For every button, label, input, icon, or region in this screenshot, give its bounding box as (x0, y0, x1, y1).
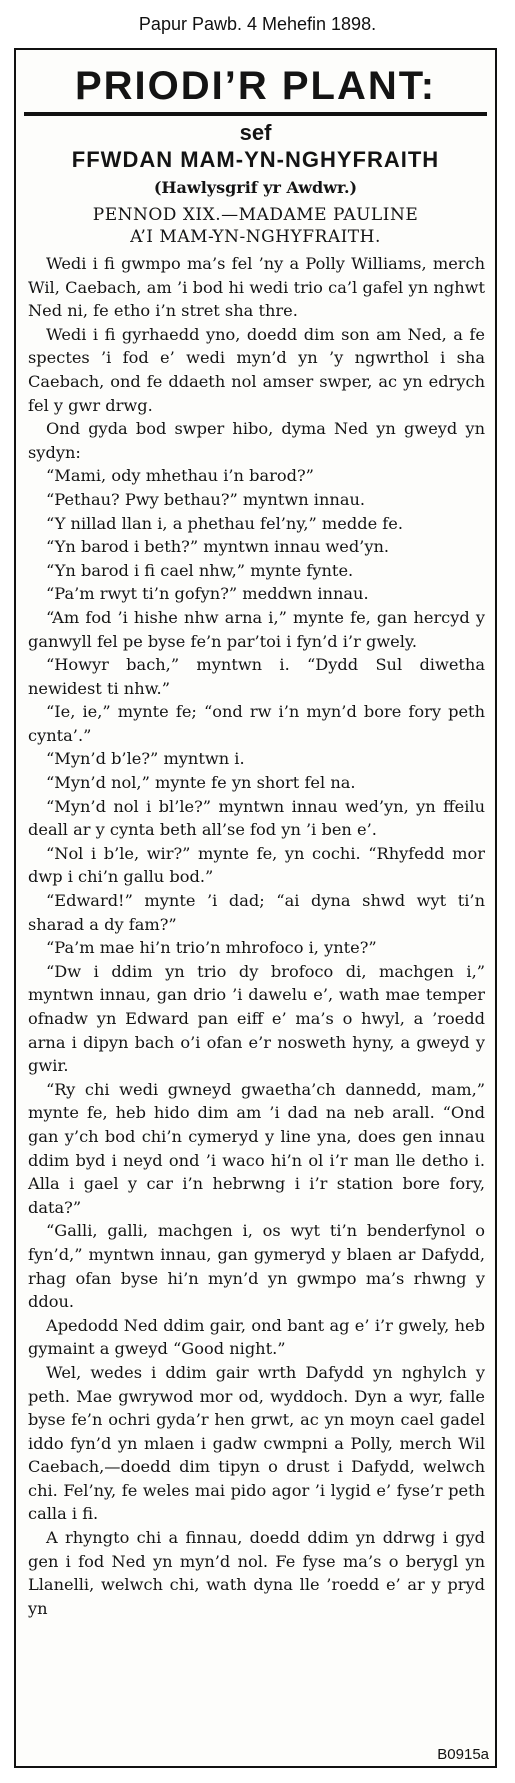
paragraph: “Yn barod i fi cael nhw,” mynte fynte. (46, 560, 354, 580)
paragraph: “Am fod ’i hishe nhw arna i,” mynte fe, gan hercyd y ganwyll fel pe byse fe’n par’toi i fyn’d i’r gwely. (28, 607, 485, 651)
title-connector: sef (239, 120, 272, 145)
chapter-heading-line-2: A’I MAM-YN-NGHYFRAITH. (130, 227, 381, 247)
paragraph: Ond gyda bod swper hibo, dyma Ned yn gweyd yn sydyn: (28, 419, 485, 462)
chapter-heading (24, 204, 487, 248)
paragraph: Wedi i fi gyrhaedd yno, doedd dim son am Ned, a fe spectes ’i fod e’ wedi myn’d yn ’y ngwrthol i sha Caebach, ond fe ddaeth nol amser swper, ac yn edrych fel y gwr drwg. (28, 324, 485, 415)
paragraph: “Edward!” mynte ’i dad; “ai dyna shwd wyt ti’n sharad a dy fam?” (28, 891, 485, 934)
article-title: PRIODI’R PLANT: (74, 64, 437, 108)
paragraph: Apedodd Ned ddim gair, ond bant ag e’ i’r gwely, heb gymaint a gweyd “Good night.” (28, 1315, 485, 1359)
title-rule (24, 112, 487, 116)
article-body (28, 252, 485, 1620)
paragraph: “Mami, ody mhethau i’n barod?” (46, 466, 314, 486)
paragraph: “Nol i b’le, wir?” mynte fe, yn cochi. “Rhyfedd mor dwp i chi’n gallu bod.” (28, 843, 485, 887)
paragraph: Wel, wedes i ddim gair wrth Dafydd yn nghylch y peth. Mae gwrywod mor od, wyddoch. Dyn a wyr, falle byse fe’n ochri gyda’r hen grwt, ac yn moyn cael gadel iddo fyn’d yn mlaen i gadw cwmpni a Polly, merch Wil Caebach,—doedd dim tipyn o drust i Dafydd, welwch chi. Fel’ny, fe weles mai pido agor ’i lygid e’ fyse’r peth calla i fi. (28, 1362, 485, 1524)
paragraph: “Myn’d nol,” mynte fe yn short fel na. (46, 773, 356, 793)
paragraph: “Myn’d b’le?” myntwn i. (46, 749, 245, 769)
paragraph: “Y nillad llan i, a phethau fel’ny,” medde fe. (46, 513, 404, 533)
newspaper-clipping (14, 48, 497, 1768)
paragraph: A rhyngto chi a finnau, doedd ddim yn ddrwg i gyd gen i fod Ned yn myn’d nol. Fe fyse ma’s o berygl yn Llanelli, welwch chi, wath dyna lle ’roedd e’ ar y pryd yn (28, 1528, 485, 1618)
paragraph: “Ie, ie,” mynte fe; “ond rw i’n myn’d bore fory peth cynta’.” (28, 702, 485, 745)
paragraph: “Pa’m mae hi’n trio’n mhrofoco i, ynte?” (46, 938, 377, 958)
page-caption: Papur Pawb. 4 Mehefin 1898. (138, 14, 377, 34)
chapter-heading-line-1: PENNOD XIX.—MADAME PAULINE (92, 205, 419, 225)
paragraph: Wedi i fi gwmpo ma’s fel ’ny a Polly Williams, merch Wil, Caebach, am ’i bod hi wedi trio ca’l gafel yn nghwt Ned ni, fe etho i’n stret sha thre. (28, 254, 485, 321)
paragraph: “Howyr bach,” myntwn i. “Dydd Sul diwetha newidest ti nhw.” (28, 655, 485, 698)
paragraph: “Galli, galli, machgen i, os wyt ti’n benderfynol o fyn’d,” myntwn innau, gan gymeryd y blaen ar Dafydd, rhag ofan byse hi’n myn’d yn gwmpo ma’s rhwng y ddou. (28, 1221, 485, 1312)
reference-code: B0915a (437, 1746, 489, 1763)
copyright-notice: (Hawlysgrif yr Awdwr.) (153, 178, 358, 197)
paragraph: “Ry chi wedi gwneyd gwaetha’ch dannedd, mam,” mynte fe, heb hido dim am ’i dad na neb arall. “Ond gan y’ch bod chi’n cymeryd y line yna, does gen innau ddim byd i neyd ond ’i waco hi’n ol i’r man lle detho i. Alla i gael y car i’n hebrwng i i’r station bore fory, data?” (28, 1079, 485, 1217)
paragraph: “Myn’d nol i bl’le?” myntwn innau wed’yn, yn ffeilu deall ar y cynta beth all’se fod yn ’i ben e’. (28, 796, 485, 840)
paragraph: “Dw i ddim yn trio dy brofoco di, machgen i,” myntwn innau, gan drio ’i dawelu e’, wath mae temper ofnadw yn Edward pan eiff e’ ma’s o hwyl, a ’roedd arna i dipyn bach o’i ofan e’r nosweth hyny, a gweyd y gwir. (28, 961, 485, 1076)
paragraph: “Yn barod i beth?” myntwn innau wed’yn. (46, 537, 390, 557)
article-subtitle: FFWDAN MAM-YN-NGHYFRAITH (71, 147, 440, 172)
paragraph: “Pethau? Pwy bethau?” myntwn innau. (46, 489, 366, 509)
paragraph: “Pa’m rwyt ti’n gofyn?” meddwn innau. (46, 584, 369, 604)
